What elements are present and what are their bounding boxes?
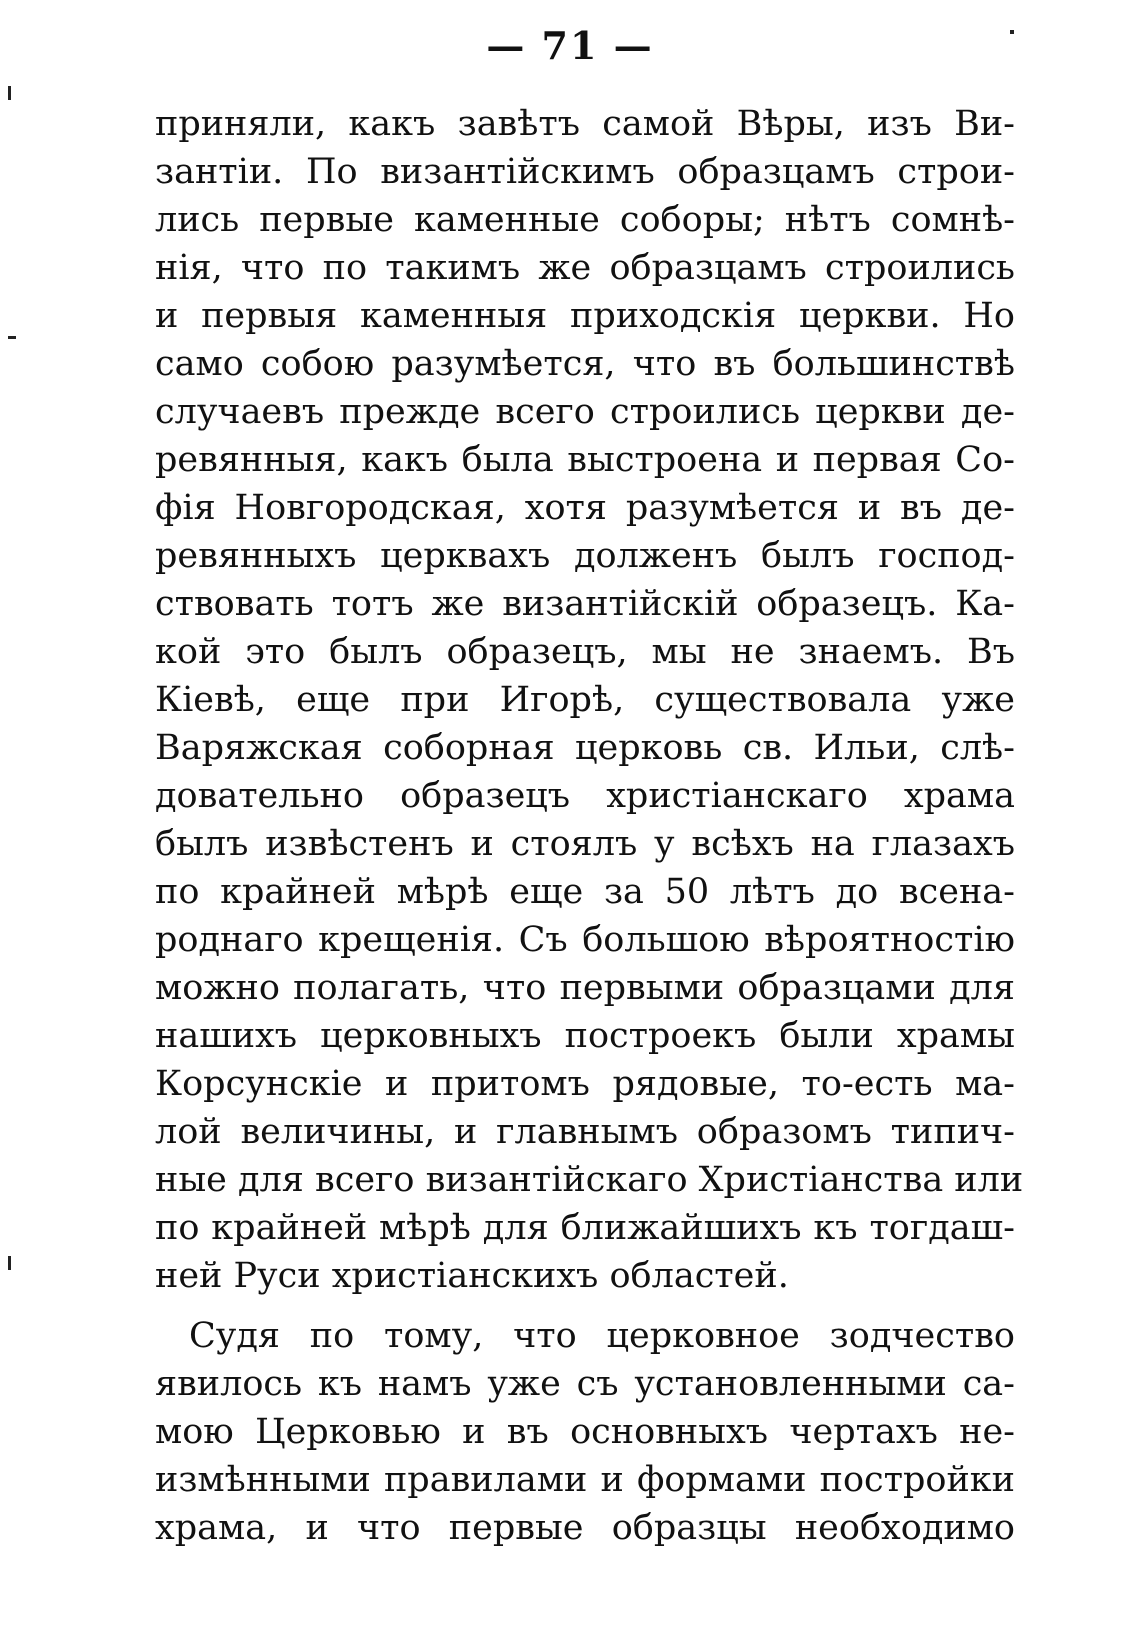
scan-mark [8,86,11,100]
text-line: по крайней мѣрѣ еще за 50 лѣтъ до всена- [155,872,1015,912]
text-line: Корсунскіе и притомъ рядовые, то-есть ма- [155,1064,1015,1104]
paragraph-2 [155,1312,1015,1552]
paragraph-gap [155,1300,1015,1312]
text-line: зантіи. По византійскимъ образцамъ строи- [155,152,1015,192]
body-text [155,100,1024,1552]
scan-mark [8,1256,11,1270]
text-line: кой это былъ образецъ, мы не знаемъ. Въ [155,632,1015,672]
text-line: нашихъ церковныхъ построекъ были храмы [155,1016,1015,1056]
text-line: измѣнными правилами и формами постройки [155,1460,1015,1500]
text-line: роднаго крещенія. Съ большою вѣроятностію [155,920,1015,960]
paragraph-1 [155,100,1024,1300]
text-line: былъ извѣстенъ и стоялъ у всѣхъ на глазахъ [155,824,1015,864]
text-line: ные для всего византійскаго Христіанства или [155,1160,1024,1200]
text-line: ревянныя, какъ была выстроена и первая Со- [155,440,1015,480]
text-line: ствовать тотъ же византійскій образецъ. Ка- [155,584,1015,624]
text-line: и первыя каменныя приходскія церкви. Но [155,296,1015,336]
text-line: фія Новгородская, хотя разумѣется и въ де- [155,488,1015,528]
text-line: мою Церковью и въ основныхъ чертахъ не- [155,1412,1015,1452]
text-line: Варяжская соборная церковь св. Ильи, слѣ- [155,728,1015,768]
text-line: ней Руси христіанскихъ областей. [155,1256,789,1296]
text-line: лой величины, и главнымъ образомъ типич- [155,1112,1015,1152]
text-line: приняли, какъ завѣтъ самой Вѣры, изъ Ви- [155,104,1015,144]
page-number: — 71 — [486,23,654,68]
text-line: храма, и что первые образцы необходимо [155,1508,1015,1548]
text-line: довательно образецъ христіанскаго храма [155,776,1015,816]
text-line: Судя по тому, что церковное зодчество [189,1316,1015,1356]
text-line: ревянныхъ церквахъ долженъ былъ господ- [155,536,1015,576]
text-line: явилось къ намъ уже съ установленными са- [155,1364,1015,1404]
scan-mark [8,336,16,339]
scan-mark [1010,30,1014,34]
text-line: по крайней мѣрѣ для ближайшихъ къ тогдаш- [155,1208,1015,1248]
text-line: случаевъ прежде всего строились церкви де- [155,392,1015,432]
text-line: само собою разумѣется, что въ большинствѣ [155,344,1015,384]
text-line: Кіевѣ, еще при Игорѣ, существовала уже [155,680,1015,720]
text-line: можно полагать, что первыми образцами для [155,968,1015,1008]
text-line: лись первые каменные соборы; нѣтъ сомнѣ- [155,200,1015,240]
text-line: нія, что по такимъ же образцамъ строились [155,248,1015,288]
